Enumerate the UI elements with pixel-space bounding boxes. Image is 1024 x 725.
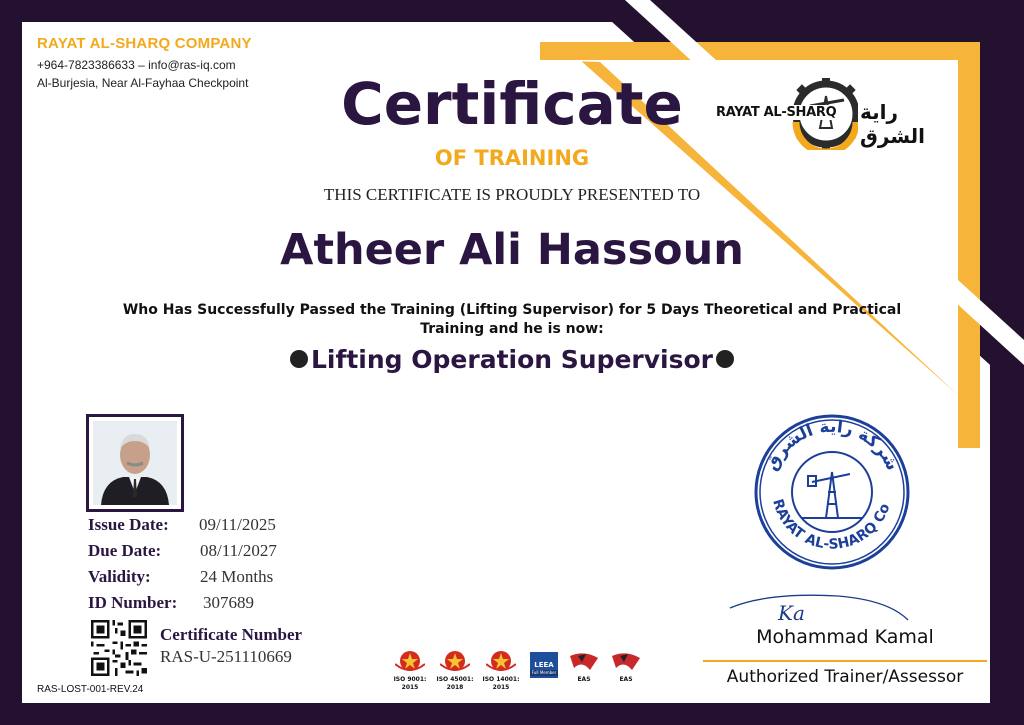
signature-divider [703,660,987,662]
presented-to-text: THIS CERTIFICATE IS PROUDLY PRESENTED TO [323,185,701,204]
badge-caption: ISO 14001: [482,676,520,683]
badge-caption: ISO 45001: [436,676,474,683]
eas-badge-icon [568,650,600,672]
leea-badge-icon [530,652,558,678]
company-logo [712,78,940,150]
position-title-row [0,345,1024,374]
position-title: Lifting Operation Supervisor [310,345,714,374]
badge-caption-year: 2015 [401,684,419,691]
title-block [330,68,694,140]
badge-caption: ISO 9001: [393,676,427,683]
signature-scribble: Ka [778,601,805,625]
logo-text-en: RAYAT AL-SHARQ [716,105,837,120]
iso-9001-badge-icon [395,648,425,674]
certificate-number-value: RAS-U-251110669 [160,647,292,666]
due-date-label: Due Date: [88,541,162,560]
due-date-value: 08/11/2027 [200,541,277,560]
iso-45001-badge-icon [440,648,470,674]
seal-text-en: RAYAT AL-SHARQ Co [769,497,894,553]
badge-caption-year: 2015 [492,684,510,691]
id-number-label: ID Number: [88,593,178,612]
validity-row [88,567,151,587]
issue-date-row [88,515,169,535]
id-number-row [88,593,177,613]
certificate-title: Certificate [341,70,683,138]
recipient-photo [86,414,184,512]
company-contact: +964-7823386633 – info@ras-iq.com [37,58,236,72]
bullet-left-icon [290,350,308,368]
accreditation-badges [390,648,650,696]
eas-badge-icon [610,650,642,672]
id-number-value: 307689 [203,593,254,612]
signer-name: Mohammad Kamal [756,626,934,648]
leea-badge-text: LEEA [534,661,554,669]
bullet-right-icon [716,350,734,368]
signature-icon [728,590,928,630]
company-name: RAYAT AL-SHARQ COMPANY [37,35,252,52]
signer-role: Authorized Trainer/Assessor [726,667,964,687]
training-description: Who Has Successfully Passed the Training (Lifting Supervisor) for 5 Days Theoretical and Practical Training and he is now: [122,302,902,337]
due-date-row [88,541,161,561]
issue-date-label: Issue Date: [88,515,169,534]
seal-text-ar: شركة راية الشرق [761,416,903,474]
qr-code-icon[interactable] [91,620,147,676]
issue-date-value: 09/11/2025 [199,515,276,534]
validity-value: 24 Months [200,567,274,586]
certificate-subtitle: OF TRAINING [434,146,590,170]
document-code: RAS-LOST-001-REV.24 [37,684,144,695]
iso-14001-badge-icon [486,648,516,674]
certificate-number-label: Certificate Number [160,625,303,644]
leea-badge-subtext: Full Member [531,670,557,675]
eas-badge-caption: EAS [619,676,633,683]
recipient-name: Atheer Ali Hassoun [280,225,744,275]
company-stamp [752,412,912,572]
person-photo-icon [89,417,181,509]
eas-badge-caption: EAS [577,676,591,683]
svg-text:شركة راية الشرق [762,417,903,474]
badge-caption-year: 2018 [446,684,464,691]
validity-label: Validity: [88,567,151,586]
logo-text-ar: راية الشرق [858,100,940,148]
company-address: Al-Burjesia, Near Al-Fayhaa Checkpoint [37,76,249,90]
company-seal-icon [752,412,912,572]
